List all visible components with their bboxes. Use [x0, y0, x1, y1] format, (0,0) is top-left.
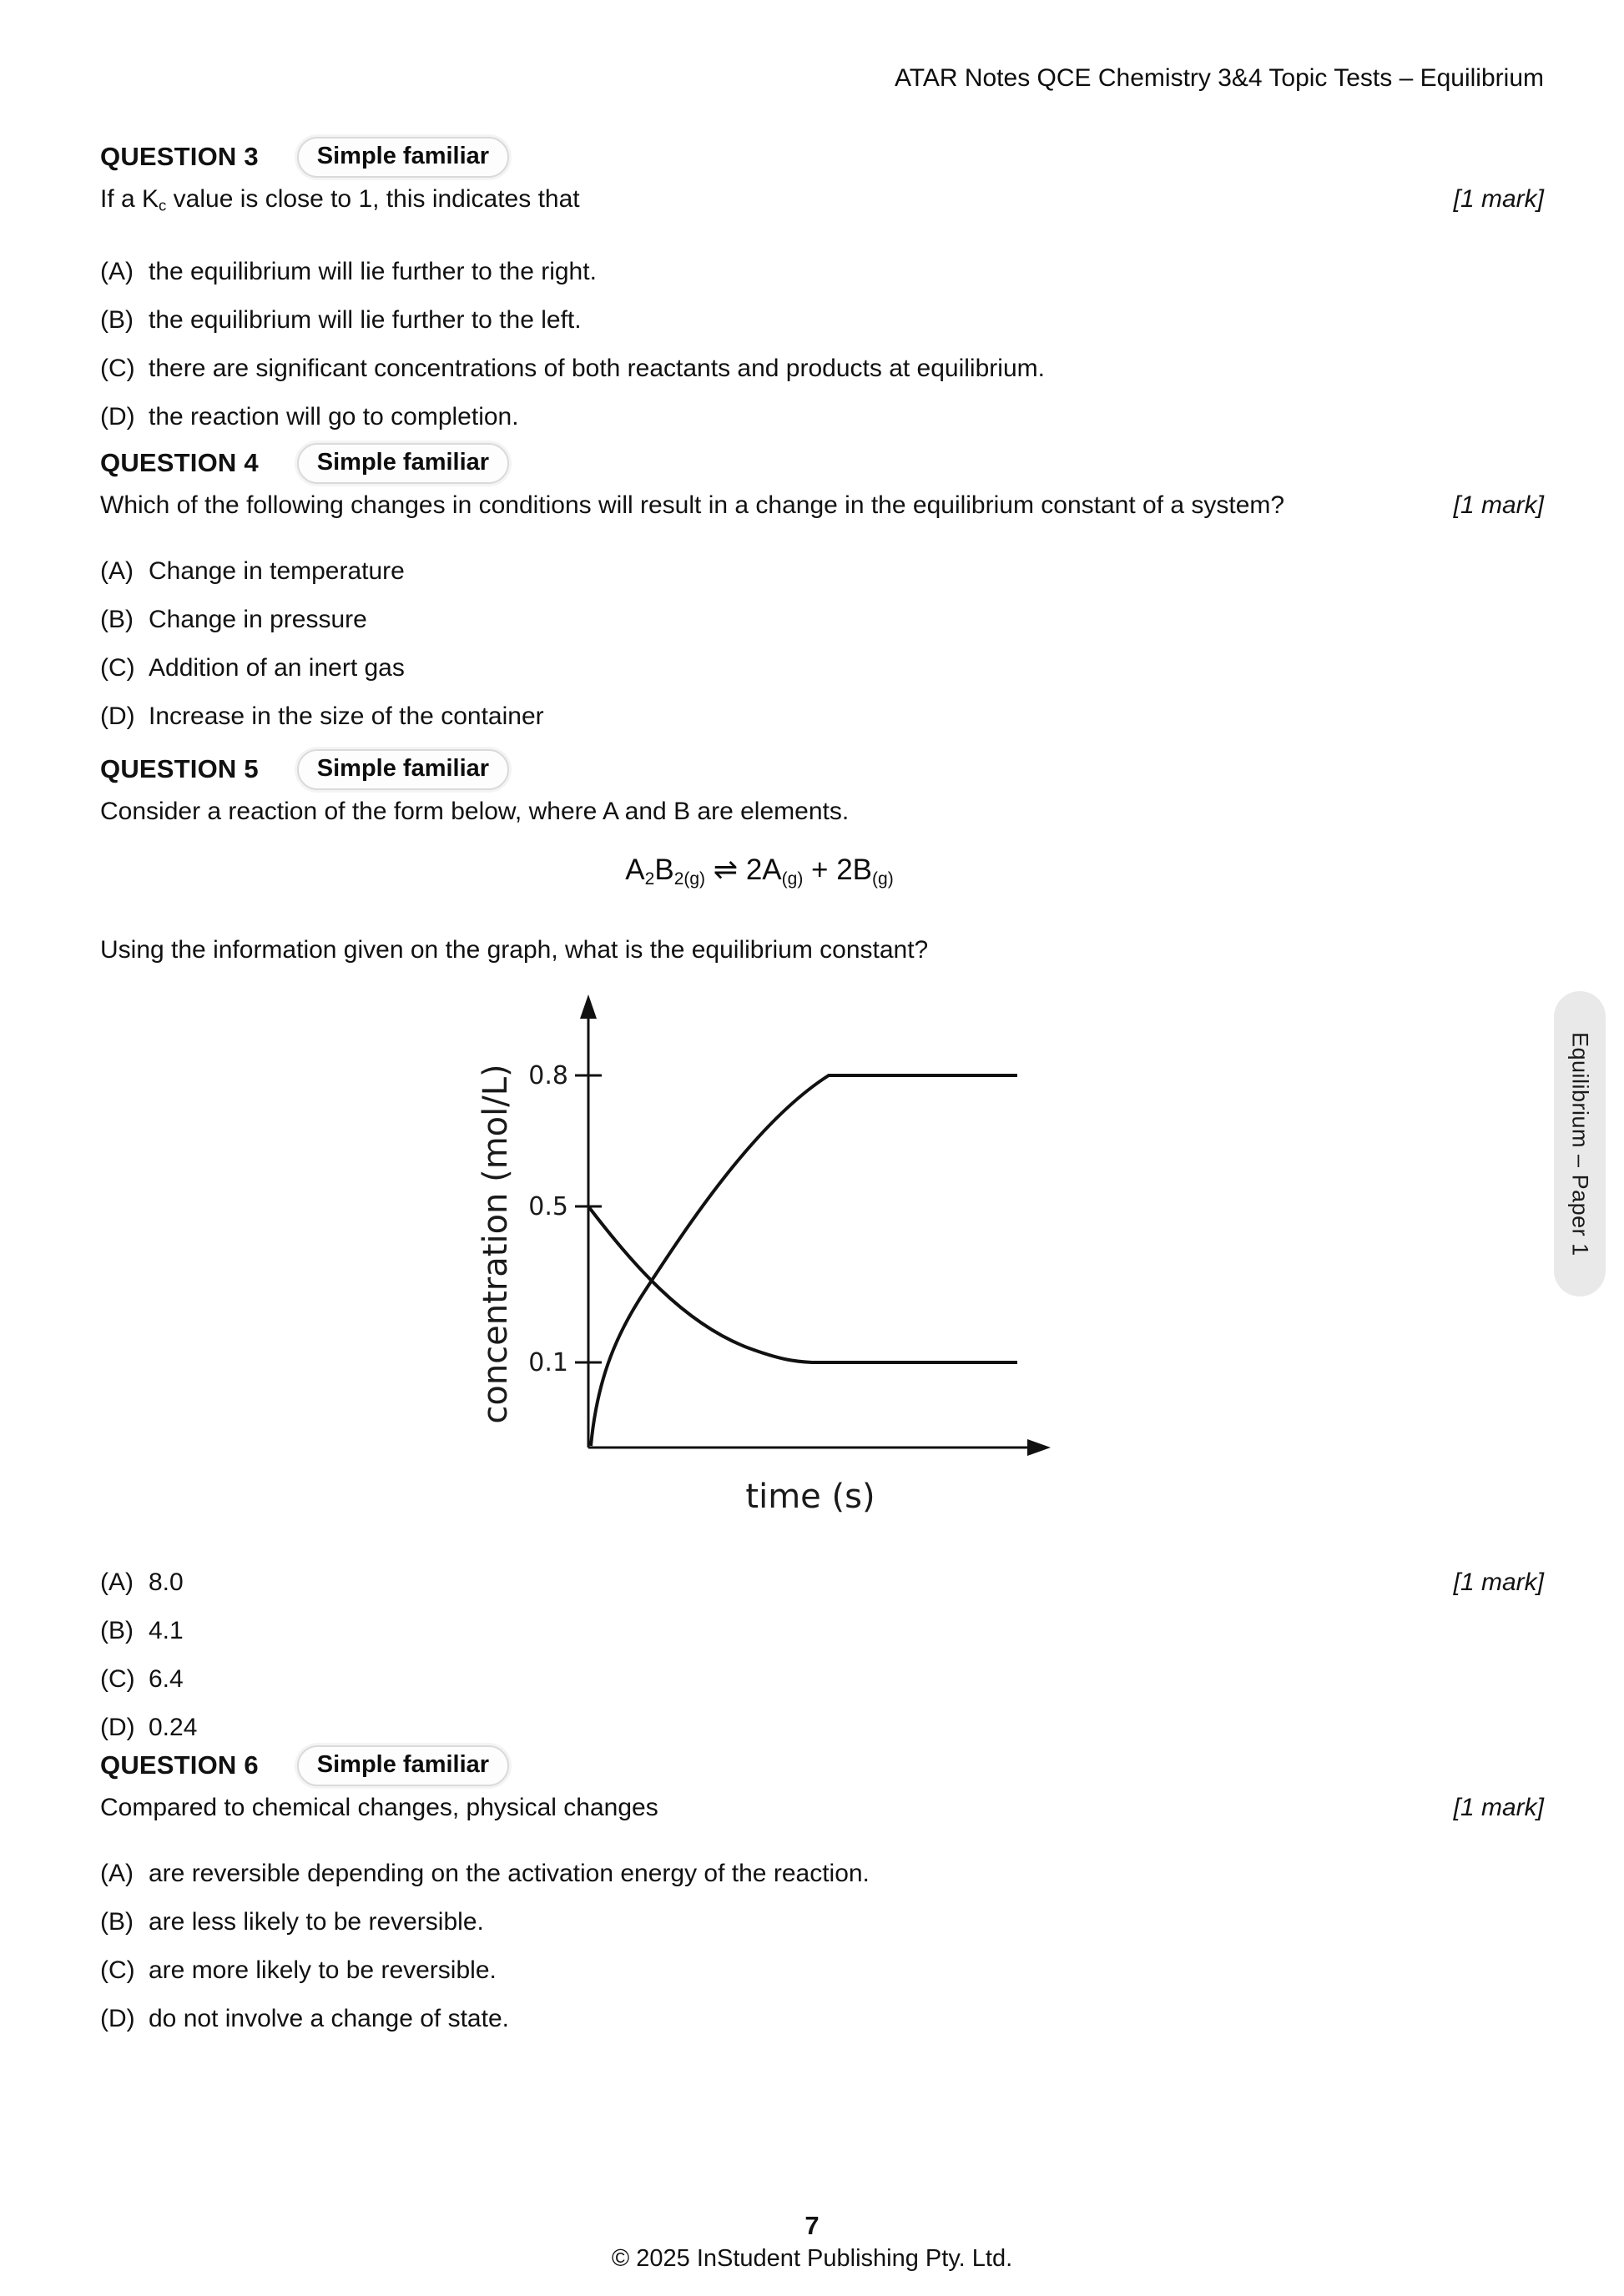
option-c	[100, 651, 1544, 685]
question-prompt-row	[100, 1790, 1544, 1825]
question-prompt-row	[100, 182, 1544, 223]
option-letter: (A)	[100, 257, 134, 285]
option-text: are reversible depending on the activation energy of the reaction.	[149, 1860, 870, 1887]
option-letter: (B)	[100, 1616, 134, 1644]
question-prompt-2: Using the information given on the graph, what is the equilibrium constant?	[100, 935, 929, 964]
options-list	[100, 554, 1544, 733]
question-prompt-row	[100, 488, 1544, 522]
option-d	[100, 400, 1544, 434]
equation-term: + 2B	[803, 853, 873, 886]
concentration-time-graph	[453, 989, 1071, 1535]
question-prompt	[100, 182, 580, 223]
option-letter: (C)	[100, 1956, 135, 1984]
question-6-heading	[100, 1744, 1544, 1787]
option-letter: (A)	[100, 557, 134, 585]
y-axis-arrowhead-icon	[580, 994, 597, 1019]
option-a	[100, 1856, 1544, 1891]
option-letter: (A)	[100, 1568, 134, 1596]
equation-subscript: 2	[644, 869, 655, 889]
ytick-label: 0.8	[528, 1060, 568, 1090]
option-d	[100, 2001, 1544, 2036]
question-5-heading	[100, 748, 1544, 791]
option-text: do not involve a change of state.	[149, 2005, 509, 2032]
option-text: 0.24	[149, 1713, 198, 1741]
option-d	[100, 1710, 1544, 1745]
marks-label: [1 mark]	[1453, 491, 1544, 519]
option-text: 6.4	[149, 1664, 184, 1693]
rising-curve	[591, 1075, 1017, 1446]
option-letter: (B)	[100, 305, 134, 334]
option-text: Increase in the size of the container	[149, 702, 544, 730]
difficulty-badge: Simple familiar	[297, 1745, 509, 1786]
option-text: 8.0	[149, 1568, 184, 1596]
option-letter: (D)	[100, 1713, 135, 1741]
question-number: QUESTION 6	[100, 1750, 259, 1780]
option-text: are less likely to be reversible.	[149, 1908, 484, 1936]
question-prompt-row	[100, 794, 1544, 828]
option-text: 4.1	[149, 1616, 184, 1644]
option-c	[100, 351, 1544, 385]
option-letter: (D)	[100, 702, 135, 730]
option-letter: (C)	[100, 1664, 135, 1693]
question-prompt: Compared to chemical changes, physical changes	[100, 1794, 658, 1821]
option-b	[100, 1614, 1544, 1648]
options-list	[100, 254, 1544, 434]
question-number: QUESTION 3	[100, 142, 259, 171]
option-letter: (B)	[100, 606, 134, 633]
chemical-equation	[100, 850, 1544, 899]
question-number: QUESTION 5	[100, 754, 259, 783]
option-b	[100, 1905, 1544, 1939]
option-text: Change in pressure	[149, 606, 367, 633]
option-text: are more likely to be reversible.	[149, 1956, 497, 1984]
option-text: there are significant concentrations of both reactants and products at equilibrium.	[149, 354, 1045, 382]
difficulty-badge: Simple familiar	[297, 749, 509, 790]
equation-subscript: 2(g)	[673, 869, 706, 889]
question-4	[100, 441, 1544, 748]
options-list	[100, 1856, 1544, 2036]
marks-label: [1 mark]	[1453, 185, 1544, 213]
option-a	[100, 1565, 1544, 1599]
question-prompt: Which of the following changes in conditions will result in a change in the equilibrium constant of a system?	[100, 491, 1285, 519]
equation-subscript: (g)	[781, 869, 804, 889]
option-letter: (C)	[100, 354, 135, 382]
option-letter: (D)	[100, 402, 135, 430]
equation-term: B	[654, 853, 674, 886]
question-5	[100, 748, 1544, 1759]
x-axis-arrowhead-icon	[1027, 1439, 1051, 1456]
difficulty-badge: Simple familiar	[297, 137, 509, 178]
prompt-subscript: c	[159, 196, 167, 214]
options-list	[100, 1565, 1544, 1745]
option-letter: (B)	[100, 1908, 134, 1936]
question-3-heading	[100, 135, 1544, 179]
equation-subscript: (g)	[872, 869, 894, 889]
option-letter: (C)	[100, 654, 135, 682]
option-text: the equilibrium will lie further to the right.	[149, 257, 597, 285]
y-axis-label: concentration (mol/L)	[477, 1064, 515, 1424]
chapter-side-tab-label: Equilibrium – Paper 1	[1567, 1031, 1593, 1256]
page-header-title: ATAR Notes QCE Chemistry 3&4 Topic Tests – Equilibrium	[894, 64, 1544, 92]
prompt-text: value is close to 1, this indicates that	[166, 185, 580, 213]
ytick-label: 0.5	[528, 1191, 568, 1221]
option-text: Addition of an inert gas	[149, 654, 405, 682]
option-d	[100, 699, 1544, 733]
question-6	[100, 1744, 1544, 2050]
copyright-notice: © 2025 InStudent Publishing Pty. Ltd.	[611, 2245, 1013, 2272]
option-a	[100, 554, 1544, 588]
graph-container	[100, 989, 1544, 1535]
ytick-label: 0.1	[528, 1347, 568, 1377]
option-b	[100, 303, 1544, 337]
option-text: the equilibrium will lie further to the left.	[149, 305, 582, 334]
question-number: QUESTION 4	[100, 448, 259, 477]
equation-term: A	[625, 853, 645, 886]
question-prompt: Consider a reaction of the form below, where A and B are elements.	[100, 798, 850, 825]
equation-term: ⇌ 2A	[705, 853, 782, 886]
option-b	[100, 602, 1544, 637]
option-a	[100, 254, 1544, 289]
question-4-heading	[100, 441, 1544, 485]
prompt-text: If a K	[100, 185, 159, 213]
question-3	[100, 135, 1544, 448]
option-letter: (A)	[100, 1860, 134, 1887]
option-letter: (D)	[100, 2005, 135, 2032]
option-text: Change in temperature	[149, 557, 405, 585]
marks-label: [1 mark]	[1453, 1568, 1544, 1596]
chapter-side-tab	[1554, 991, 1606, 1297]
option-c	[100, 1953, 1544, 1987]
option-c	[100, 1662, 1544, 1696]
option-text: the reaction will go to completion.	[149, 402, 519, 430]
x-axis-label: time (s)	[745, 1477, 875, 1516]
page-footer	[0, 2211, 1624, 2273]
marks-label: [1 mark]	[1453, 1794, 1544, 1821]
difficulty-badge: Simple familiar	[297, 443, 509, 484]
page-number: 7	[804, 2211, 820, 2240]
falling-curve	[588, 1206, 1017, 1362]
